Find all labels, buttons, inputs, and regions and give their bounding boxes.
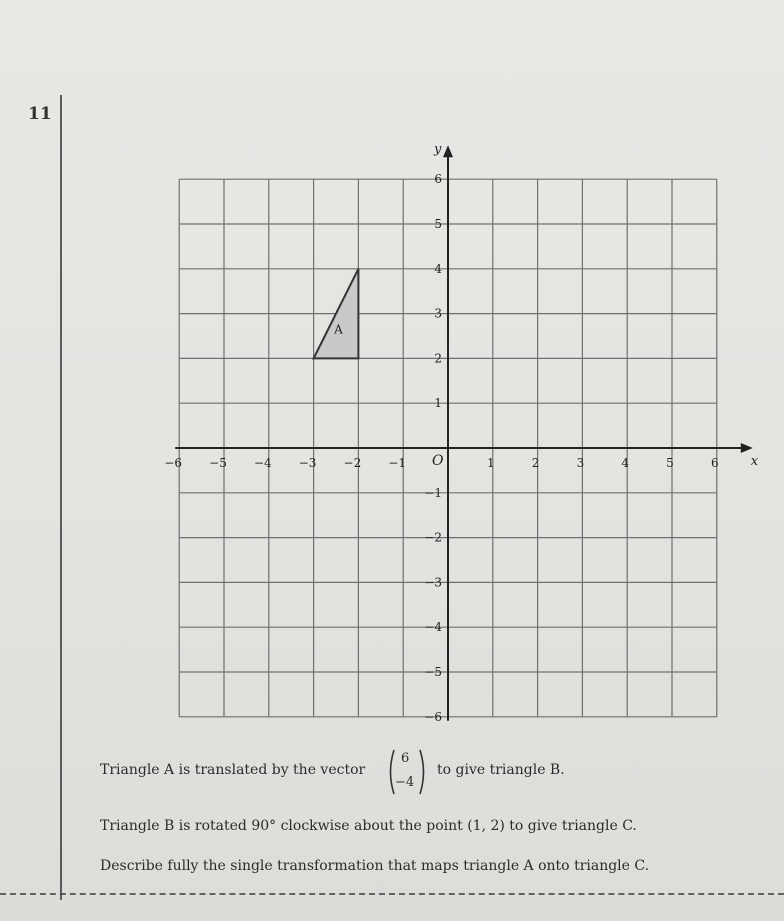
y-tick-label: 5: [434, 217, 442, 231]
triangle-a-label: A: [334, 322, 343, 337]
vector-bottom: −4: [395, 775, 415, 790]
y-tick-label: −6: [424, 709, 442, 724]
y-tick-label: −4: [424, 620, 442, 635]
x-tick-label: 5: [666, 456, 674, 470]
x-tick-label: −4: [253, 456, 272, 470]
x-tick-label: 3: [576, 456, 585, 470]
x-tick-label: 6: [710, 456, 719, 470]
y-tick-label: −3: [424, 575, 442, 590]
x-tick-label: 1: [486, 456, 495, 470]
statement-question: Describe fully the single transformation that maps triangle A onto triangle C.: [100, 858, 650, 874]
question-number: 11: [28, 104, 52, 124]
vector-top: 6: [401, 751, 410, 766]
x-tick-label: −6: [164, 456, 183, 470]
y-tick-label: 6: [434, 172, 442, 187]
y-tick-label: 1: [434, 396, 442, 411]
x-tick-label: −2: [343, 456, 362, 470]
x-tick-label: −3: [298, 456, 317, 470]
y-tick-label: 3: [434, 306, 442, 321]
y-tick-label: −1: [424, 485, 442, 500]
origin-label: O: [432, 453, 444, 469]
y-tick-label: 2: [434, 351, 442, 366]
x-tick-label: −5: [209, 456, 227, 470]
y-tick-label: 4: [434, 261, 442, 276]
x-tick-label: 2: [531, 456, 540, 470]
y-axis-arrow: [443, 145, 453, 157]
x-tick-label: 4: [621, 456, 630, 470]
statement-translation-end: to give triangle B.: [437, 762, 565, 778]
x-axis-label: x: [750, 454, 759, 469]
x-tick-label: −1: [388, 456, 407, 470]
y-tick-label: −5: [424, 665, 442, 679]
statement-rotation: Triangle B is rotated 90° clockwise about the point (1, 2) to give triangle C.: [100, 818, 637, 834]
y-tick-label: −2: [424, 530, 442, 545]
statement-translation: Triangle A is translated by the vector: [100, 762, 366, 778]
dashed-answer-line: [0, 893, 784, 895]
y-axis-label: y: [434, 142, 442, 158]
x-axis-arrow: [741, 443, 753, 453]
